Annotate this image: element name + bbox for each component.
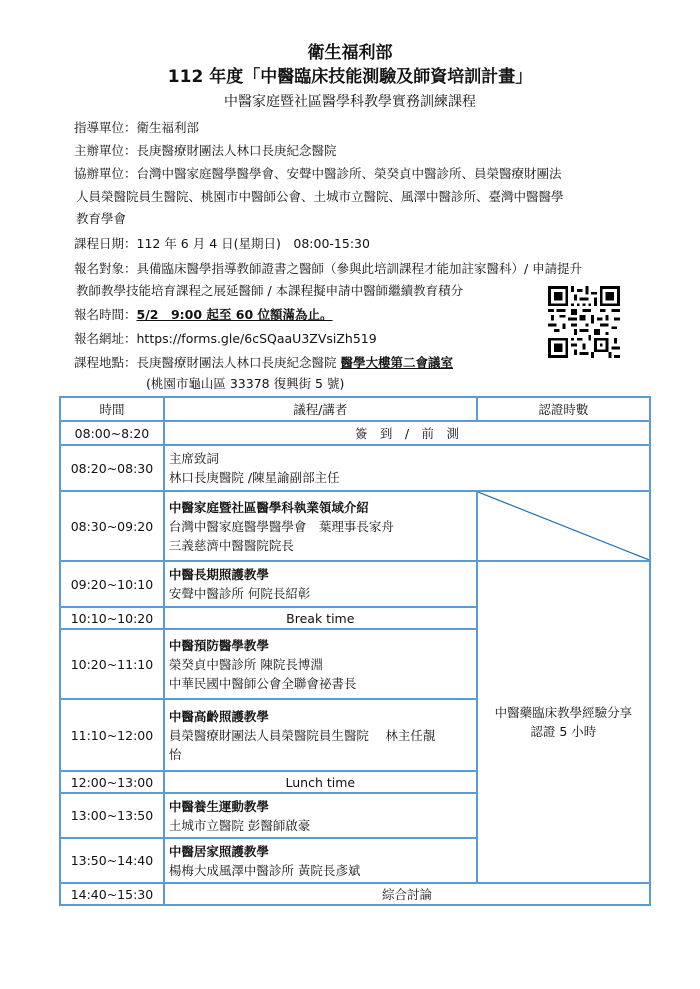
- venue-address: (桃園市龜山區 33378 復興街 5 號): [146, 376, 345, 391]
- diagonal-cell: [477, 491, 650, 561]
- header-agenda: 議程/講者: [164, 397, 477, 421]
- row-time: 14:40~15:30: [60, 883, 164, 905]
- row-agenda: [164, 491, 477, 561]
- row-time: 10:10~10:20: [60, 607, 164, 629]
- row-time: 12:00~13:00: [60, 771, 164, 793]
- co-host-unit-line2: 人員榮醫院員生醫院、桃園市中醫師公會、土城市立醫院、風澤中醫診所、臺灣中醫醫學: [76, 189, 564, 204]
- registration-url[interactable]: 報名網址：https://forms.gle/6cSQaaU3ZVsiZh519: [74, 331, 377, 346]
- schedule-table: [59, 396, 651, 906]
- row-full: 綜合討論: [164, 883, 650, 905]
- cert-hours: 認證 5 小時: [530, 724, 597, 739]
- table-row: [60, 445, 650, 491]
- agenda-title: 中醫家庭暨社區醫學科執業領域介紹: [168, 499, 369, 515]
- row-time: 09:20~10:10: [60, 561, 164, 607]
- table-header-row: [60, 397, 650, 421]
- target-line2: 教師教學技能培育課程之展延醫師 / 本課程擬申請中醫師繼續教育積分: [76, 283, 464, 298]
- row-time: 08:30~09:20: [60, 491, 164, 561]
- row-time: 08:00~8:20: [60, 421, 164, 445]
- row-time: 10:20~11:10: [60, 629, 164, 699]
- qr-code-icon[interactable]: [548, 286, 620, 358]
- agenda-line: 林口長庚醫院 /陳星諭副部主任: [168, 470, 340, 485]
- row-agenda: [164, 793, 477, 838]
- venue: [74, 355, 453, 371]
- row-full: 簽 到 / 前 測: [164, 421, 650, 445]
- agenda-line: 員榮醫療財團法人員榮醫院員生醫院 林主任靚: [168, 727, 436, 743]
- row-time: 13:50~14:40: [60, 838, 164, 883]
- agenda-title: 中醫養生運動教學: [168, 798, 269, 814]
- agenda-title: 中醫高齡照護教學: [168, 708, 269, 724]
- row-agenda: [164, 838, 477, 883]
- header-cert: 認證時數: [477, 397, 650, 421]
- agenda-line: 主席致詞: [168, 451, 219, 466]
- supervisor-unit: 指導單位：衛生福利部: [74, 120, 200, 135]
- agenda-title: 中醫長期照護教學: [168, 567, 269, 582]
- co-host-unit-line3: 教育學會: [76, 211, 127, 226]
- co-host-unit-line1: 協辦單位：台灣中醫家庭醫學醫學會、安聲中醫診所、榮癸貞中醫診所、員榮醫療財團法: [74, 166, 562, 181]
- row-full: Break time: [164, 607, 477, 629]
- row-full: Lunch time: [164, 771, 477, 793]
- registration-time-label: 報名時間：: [74, 307, 137, 322]
- row-agenda: [164, 445, 650, 491]
- org-title: 衛生福利部: [307, 43, 393, 63]
- header-time: 時間: [60, 397, 164, 421]
- agenda-line: 安聲中醫診所 何院長紹彰: [168, 586, 311, 601]
- agenda-line: 中華民國中醫師公會全聯會祕書長: [168, 675, 357, 691]
- cert-text: 中醫藥臨床教學經驗分享: [494, 705, 633, 720]
- venue-label: 課程地點：長庚醫療財團法人林口長庚紀念醫院: [74, 355, 341, 370]
- table-row: [60, 561, 650, 607]
- table-row: [60, 421, 650, 445]
- registration-time: [74, 307, 333, 323]
- agenda-line: 台灣中醫家庭醫學醫學會 葉理事長家舟: [168, 518, 394, 534]
- diagonal-line: [478, 492, 649, 560]
- registration-time-value: 5/2 9:00 起至 60 位額滿為止。: [136, 307, 333, 322]
- row-time: 08:20~08:30: [60, 445, 164, 491]
- table-row: [60, 491, 650, 561]
- agenda-line: 怡: [168, 746, 182, 762]
- cert-cell: [477, 561, 650, 883]
- target-line1: 報名對象：具備臨床醫學指導教師證書之醫師（參與此培訓課程才能加註家醫科）/ 申請提升: [74, 261, 583, 276]
- row-agenda: [164, 629, 477, 699]
- row-agenda: [164, 561, 477, 607]
- agenda-title: 中醫預防醫學教學: [168, 637, 269, 653]
- course-date: 課程日期：112 年 6 月 4 日(星期日) 08:00-15:30: [74, 236, 370, 251]
- agenda-line: 榮癸貞中醫診所 陳院長博淵: [168, 656, 323, 672]
- row-time: 11:10~12:00: [60, 699, 164, 771]
- row-time: 13:00~13:50: [60, 793, 164, 838]
- agenda-line: 楊梅大成風澤中醫診所 黃院長彥斌: [168, 862, 361, 878]
- agenda-line: 土城市立醫院 彭醫師啟豪: [168, 817, 311, 833]
- agenda-line: 三義慈濟中醫醫院院長: [168, 537, 294, 553]
- table-row: [60, 883, 650, 905]
- plan-title: 112 年度「中醫臨床技能測驗及師資培訓計畫」: [167, 67, 533, 87]
- venue-room: 醫學大樓第二會議室: [340, 355, 453, 370]
- row-agenda: [164, 699, 477, 771]
- course-title: 中醫家庭暨社區醫學科教學實務訓練課程: [224, 94, 476, 110]
- agenda-title: 中醫居家照護教學: [168, 843, 269, 859]
- host-unit: 主辦單位：長庚醫療財團法人林口長庚紀念醫院: [74, 143, 337, 158]
